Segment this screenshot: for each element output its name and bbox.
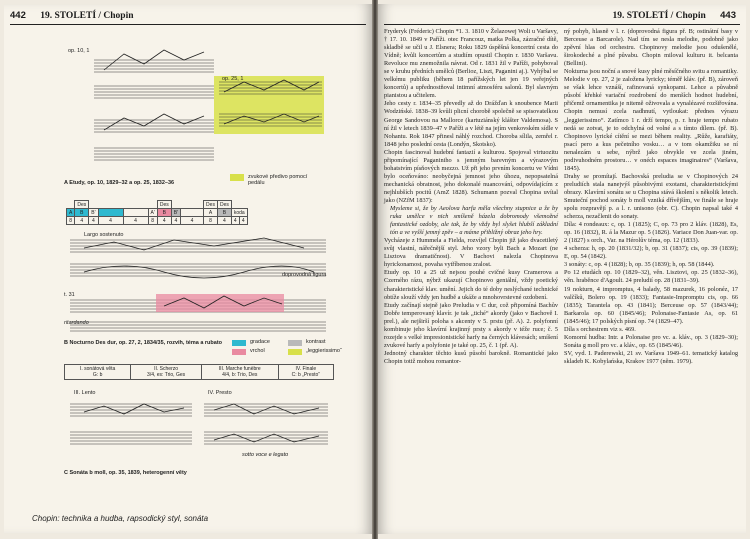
rit-label: ritardando (64, 320, 89, 326)
left-page-header (10, 10, 134, 21)
bar-cell: 4 (157, 217, 171, 225)
page-caption: Chopin: technika a hudba, rapsodický styl, sonáta (32, 514, 209, 523)
sonata-part-4: IV. Finale C: b „Presto“ (278, 365, 333, 380)
sonata-part-2: II. Scherzo 3/4, es: Trio, Ges (131, 365, 202, 380)
bar-cell: 4 (123, 217, 148, 225)
bar-cell: 8 (67, 217, 75, 225)
fig-a-caption: A Etudy, op. 10, 1829–32 a op. 25, 1832–36 (64, 180, 175, 186)
climax-highlight (156, 294, 284, 312)
op25-label: op. 25, 1 (222, 76, 244, 82)
section-cell: A' (148, 209, 157, 217)
key-cell: Des (157, 201, 171, 209)
works-list: Díla: 4 rondeaux: c, op. 1 (1825); C, op. 73 pro 2 kláv. (1828), Es, op. 16 (1832), R. á la Mazur op. 5 (1826). Variace Don Juan-var. op. 2 (1827) s orch., Var. na Hérolův téma, op. 12 (1833). (564, 221, 738, 245)
works-list: 4 scherza: h, op. 20 (1831/32); b, op. 31 (1837); cis, op. 39 (1839); E, op. 54 (1842). (564, 245, 738, 261)
paragraph: ný pohyb, hlasně v l. r. (doprovodná figura př. B; ostinátní basy v Berceuse a Barcarole). Nad tím se nesla melodie, podobně jako zpěvní hlas od orchestru. Chopinovy melodie jsou odušenělé, širokodeché a plné půvabu. Chopin miloval kulturu it. belcanta (Bellini). (564, 28, 738, 68)
op10-staff (94, 60, 214, 160)
grey-swatch (288, 340, 302, 346)
fig-b-caption: B Nocturno Des dur, op. 27, 2, 1834/35, rozvih, téma a rubato (64, 340, 223, 346)
bar-cell: 4 (89, 217, 98, 225)
form-row-bars (67, 217, 248, 225)
lento-label: III. Lento (74, 390, 96, 396)
section-cell: A (204, 209, 218, 217)
header-rule-right (384, 24, 740, 25)
section-cell: B' (89, 209, 98, 217)
works-list: 3 sonáty: c, op. 4 (1828); b, op. 35 (1839); h, op. 58 (1844). (564, 261, 715, 269)
quote: Mysleme si, že by Aeolova harfa měla všechny stupnice a že by ruka umělce v nich smíšeně házela dobromody všemožné fantastické ozdoby, ale tak, že by vždy byl slyšet hlubší základní tón a ve vyšší jemný zpěv – a máme přibližný obraz jeho hry. (390, 205, 558, 237)
works-list: Díla s orchestrem viz s. 469. (564, 325, 636, 333)
bar-cell: 4 (239, 217, 247, 225)
yellow-swatch-b (288, 349, 302, 355)
paragraph: Etudy op. 10 a 25 už nejsou pouhé cvičné kusy Cramerova a Czerného rázu, nýbrž ukazují Chopinovo geniální, vždy poetický charakteristické klav. umění. Jejich do té doby neslýchané technické obtíže slouží vždy jen hudbě a ukáže a mnohovrstevné ozdobení. (384, 269, 558, 301)
paragraph: Vycházeje z Hummela a Fielda, rozvíjel Chopin již jako dvacetiletý svůj vlastní, nářečnější styl. Jeho vzory byli Bach a Mozart (ne Lisztova dramatičnost). V Bachovi nalezla Chopinova hyrickonamost, povaha vytříbenou zralost. (384, 237, 558, 269)
paragraph: Drahy se promítají. Bachovská preludia se v Chopinových 24 preludiích stala nanejvýš působivými exotami, charakteristickými obrazy. Klavírní sonátu se u Chopina stává školení s několik letech. Smuteční pochod sonáty b moll vzniká dřívějším, ve finále se hraje spolu rozpravějí p. a l. r. unisono (obr. C). Chopin napsal také 4 scherza, nezačlenit do sonaty. (564, 172, 738, 221)
bar31-label: t. 31 (64, 292, 75, 298)
works-list: 19 nokturn, 4 impromptus, 4 balady, 58 mazurek, 16 polonéz, 17 valčíků, Bolero op. 19 (1833); Fantasie-Impromptu cis, op. 66 (1835); Tarantela op. 43 (1841); Berceuse op. 57 (1843/44); Barkarola op. 60 (1845/46); Polonaise-Fantasie As, op. 61 (1845/46); 17 polských písní op. 74 (1829–47). (564, 285, 738, 325)
paragraph: Jednotný charakter těchto kusů působí barokně. Romantické jako Chopin totiž mohou romantor- (384, 349, 558, 365)
bar-cell: 4 (181, 217, 204, 225)
text-column-2 (564, 28, 738, 366)
cyan-swatch (232, 340, 246, 346)
header-rule (10, 24, 366, 25)
yellow-swatch (230, 174, 244, 181)
figure-c-sonata (64, 388, 334, 470)
yellow-legend-label: zvukové předivo pomocí pedálu (248, 174, 308, 186)
form-row-sections (67, 209, 248, 217)
right-page-number: 443 (720, 10, 736, 21)
section-cell: koda (231, 209, 247, 217)
sonata-part-3: III. Marche funèbre 4/4, b: Trio, Des (201, 365, 278, 380)
section-cell: B (75, 209, 89, 217)
form-row-keys (67, 201, 248, 209)
left-page (4, 4, 372, 534)
figure-a-etudes (64, 30, 334, 178)
legend-vrchol: vrchol (250, 348, 265, 354)
arpeggio-line-2 (104, 114, 204, 130)
figure-b-nocturne (64, 228, 334, 334)
largo-label: Largo sostenuto (84, 232, 124, 238)
key-cell: Des (75, 201, 89, 209)
paragraph: Chopin fascinoval hudební fantazií a kulturou. Spojoval virtuozitu připomínající Paganiniho s jemným barevným a výrazovým bohatstvím písňových mezzo. Už při jeho prvním koncertu ve Vídni bylo oceňováno: neobyčejná jemnost jeho úhozu, nepopsatelná mechanická obratnost, jeho dokonalé nuancování, odpovídajícím z nejhlubších pocitů (AmZ 1828). Schumann pozval Chopina uvítal jako (NZfM 1837): (384, 148, 558, 204)
bar-cell: 4 (75, 217, 89, 225)
presto-label: IV. Presto (208, 390, 232, 396)
section-cell: B (217, 209, 231, 217)
right-page-header (612, 10, 736, 21)
text-column-1 (384, 28, 558, 366)
paragraph: Etudy začínají stejně jako Preludia v C dur, což připomíná Bachův Dobře temperovaný klavír. je tak „tiché“ akordy (jako v Bachově I. prel.), ale nejširší poloha s akcenty v 5. prstu (př. A). 2. polyfonní kombinuje jeho klavírní krajinný prsty s akordy v téže ruce; č. 5 rozejde s velké impresionistické harfy na černých klávesách; smíšení zvukové harfy a polyfonie je také op. 25, č. 1 (př. A). (384, 301, 558, 349)
paragraph: Jeho cesty r. 1834–35 převedly až do Drážďan k snoubence Marii Wodzińské. 1838–39 kvůli plicní chorobě společně se spisovatelkou George Sandovou na Mallorce (kartuziánský klášter Valdemosa). S ní žil v letech 1839–47 v Paříži a v létě na jejím venkovském sídle v Nohantu. Rok 1847 přinesl náhlý rozchod. Choroba sílila, zemřel r. 1848 jeho poslední cesta (Londýn, Skotsko). (384, 100, 558, 148)
pink-swatch (232, 349, 246, 355)
paragraph: Nokturna jsou noční a snové kusy plné měsíčného svitu a romantiky. Melodie v op. 27, 2 je založena lyricky; téměř kláv. (př. B), zároveň se však lehce vznáší, rafinovaná synkopami. Lehce a půvabně působí křehké variační rozdrobení do menších hodnot hudební, přičemž ornamentika je nitemě oživovala a vynalézavé rozšiřována. Chopin nemusí zcela nadhnutí, vytloukat: přednes výrazu „leggierissimo“. Zatímco 1 r. drží tempo, p. r. hraje tempo rubato nedá se zotvat, je to odchylná od volné a s tímto dílem. (př. B). Chopinovo lyrické cítění se mezi během reality. „Růže, karafiáty, psací pero a kus pečetního vosku… a v tom okamžiku se ní nenalezám u sebe, nýbrž jako obvykle ve zcela jiném, podivuhodném prostoru… v onéch espaces imaginaires“ (Varšava, 1845). (564, 68, 738, 172)
nocturne-form-table (66, 200, 248, 225)
bar-cell: 8 (204, 217, 218, 225)
section-cell: B' (171, 209, 180, 217)
works-list: Komorní hudba: Intr. a Polonaise pro vc. a. kláv., op. 3 (1829–30); Sonáta g moll pro vc. a kláv., op. 65 (1845/46). (564, 333, 738, 349)
left-page-number: 442 (10, 10, 26, 21)
accomp-label: doprovodná figura (282, 272, 327, 278)
bar-cell: 4 (171, 217, 180, 225)
right-page (378, 4, 746, 534)
op10-label: op. 10, 1 (68, 48, 90, 54)
bar-cell: 8 (148, 217, 157, 225)
right-running-head: 19. STOLETÍ / Chopin (612, 11, 706, 21)
left-running-head: 19. STOLETÍ / Chopin (40, 11, 134, 21)
sotto-voce-label: sotto voce e legato (242, 452, 289, 458)
legend-kontrast: kontrast (306, 339, 326, 345)
section-cell: B (157, 209, 171, 217)
works-list: Po 12 etudách op. 10 (1829–32), věn. Lisztovi, op. 25 (1832–36), věn. hraběnce d'Agoult. 24 preludií op. 28 (1831–39). (564, 269, 738, 285)
legend-gradace: gradace (250, 339, 270, 345)
works-list: SV, vyd. I. Paderewski, 21 sv. Varšava 1949–61. tematický katalog skladeb K. Kobylańska, Krakov 1977 (něm. 1979). (564, 349, 738, 365)
key-cell: Des (217, 201, 231, 209)
pedal-highlight (214, 76, 324, 134)
key-cell: Des (204, 201, 218, 209)
fig-c-caption: C Sonáta b moll, op. 35, 1839, heterogenní věty (64, 470, 187, 476)
section-cell: A (67, 209, 75, 217)
sonata-part-1: I. sonátová věta G: b (65, 365, 131, 380)
legend-leggierissimo: „leggierissimo“ (306, 348, 342, 354)
bar-cell: 4 (231, 217, 239, 225)
bar-cell: 4 (98, 217, 123, 225)
bar-cell: 4 (217, 217, 231, 225)
sonata-structure-table (64, 364, 334, 380)
paragraph: Fryderyk (Fréderic) Chopin *1. 3. 1810 v Želazowej Woli u Varšavy, † 17. 10. 1849 v Paříži. otec Francouz, matka Polka, zázračné dítě, skladbě se učil u J. Elsnera; Roku 1829 úspěšná koncertní cesta do Vídně; kvůli koncertům a studiím opustil Chopin r. 1830 Varšavu. Revoluce mu znemožnila návrat. Od r. 1831 žil v Paříži, pohyboval se v kruhu předních umělců (Berlioz, Liszt, Paganini aj.). Vyhýbal se velkému publiku (během 18 pařížských let jen 19 veřejných koncertů) a upřednostňoval intimní atmosféru salonů. Byl slavným pianistou a učitelem. (384, 28, 558, 100)
